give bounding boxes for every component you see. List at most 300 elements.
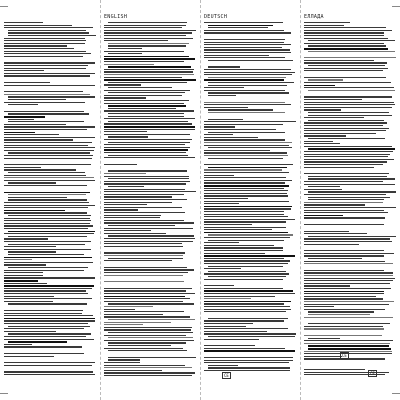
text-line <box>104 176 189 177</box>
text-line <box>308 176 387 177</box>
text-line <box>304 231 349 232</box>
text-line <box>204 150 270 151</box>
text-line <box>104 290 186 291</box>
text-line <box>304 326 383 327</box>
text-line <box>208 95 236 96</box>
text-line <box>204 326 246 327</box>
text-line <box>308 311 374 312</box>
text-line <box>308 186 340 187</box>
text-line <box>204 237 290 238</box>
text-line <box>108 142 190 143</box>
text-line <box>304 317 393 318</box>
text-line <box>108 155 188 156</box>
text-line <box>308 120 384 121</box>
text-line <box>4 270 84 271</box>
text-line <box>304 194 386 195</box>
text-line <box>304 68 388 69</box>
text-line <box>104 238 195 239</box>
text-line <box>204 331 267 332</box>
text-line <box>108 66 191 68</box>
text-line <box>104 74 194 75</box>
text-line <box>4 331 56 332</box>
text-line <box>204 188 284 189</box>
text-line <box>204 298 251 299</box>
text-line <box>204 255 295 257</box>
text-line <box>208 234 293 235</box>
text-line <box>208 92 289 93</box>
text-line <box>108 332 193 333</box>
text-line <box>4 205 95 206</box>
text-line <box>104 375 192 376</box>
text-line <box>8 341 67 343</box>
text-line <box>8 35 96 36</box>
text-line <box>204 55 269 56</box>
text-line <box>108 53 142 54</box>
text-line <box>304 77 386 78</box>
text-line <box>8 267 88 268</box>
text-line <box>208 365 238 366</box>
text-line <box>4 139 73 140</box>
text-line <box>104 220 184 221</box>
text-line <box>8 99 66 100</box>
crop-mark <box>392 6 400 7</box>
text-line <box>304 135 346 136</box>
text-line <box>304 130 386 131</box>
text-line <box>108 235 194 236</box>
text-line <box>104 38 193 39</box>
text-line <box>104 275 183 276</box>
text-line <box>208 266 283 267</box>
text-line <box>4 38 85 39</box>
text-line <box>208 240 284 241</box>
text-line <box>204 288 283 289</box>
text-line <box>104 152 186 153</box>
text-line <box>208 367 290 368</box>
text-line <box>204 142 292 143</box>
text-line <box>4 318 95 320</box>
text-line <box>4 56 83 57</box>
text-line <box>8 236 87 237</box>
text-line <box>104 324 143 325</box>
text-line <box>4 25 72 26</box>
text-line <box>108 303 194 304</box>
text-line <box>4 169 76 170</box>
text-line <box>4 124 66 125</box>
text-line <box>204 121 296 122</box>
text-line <box>304 291 384 293</box>
text-line <box>308 197 390 198</box>
text-line <box>4 371 93 372</box>
text-line <box>4 374 95 375</box>
text-line <box>204 177 286 178</box>
text-line <box>108 258 183 259</box>
text-line <box>4 323 88 324</box>
text-line <box>308 314 370 315</box>
text-line <box>204 357 293 358</box>
text-line <box>208 132 285 133</box>
text-line <box>104 301 183 302</box>
text-line <box>4 129 87 130</box>
text-line <box>108 22 187 23</box>
text-line <box>4 249 91 250</box>
text-line <box>104 84 141 85</box>
text-line <box>304 151 393 152</box>
text-line <box>204 333 296 334</box>
text-line <box>104 40 168 41</box>
text-line <box>304 275 393 276</box>
text-line <box>108 186 144 187</box>
text-line <box>208 109 273 110</box>
text-line <box>208 318 288 319</box>
text-line <box>104 118 195 119</box>
text-line <box>208 27 268 28</box>
text-line <box>204 52 291 53</box>
text-line <box>4 298 92 299</box>
text-line <box>4 310 83 311</box>
text-line <box>104 64 154 65</box>
text-line <box>104 207 182 208</box>
text-line <box>4 365 92 366</box>
text-line <box>104 35 186 36</box>
text-line <box>104 243 182 244</box>
text-line <box>4 241 91 242</box>
text-line <box>304 244 359 245</box>
text-line <box>4 212 87 213</box>
text-line <box>308 138 385 139</box>
text-line <box>4 336 86 337</box>
text-line <box>8 96 95 97</box>
text-line <box>304 87 394 88</box>
text-line <box>4 137 95 138</box>
text-line <box>204 87 244 88</box>
text-line <box>8 303 87 304</box>
text-line <box>304 161 387 162</box>
text-line <box>304 328 384 329</box>
text-line <box>208 77 286 78</box>
text-line <box>308 65 385 66</box>
text-line <box>4 262 93 263</box>
text-line <box>108 48 142 49</box>
text-line <box>104 164 137 165</box>
text-line <box>104 309 135 310</box>
text-line <box>4 134 59 135</box>
text-line <box>308 191 396 192</box>
crop-mark <box>0 6 8 7</box>
text-line <box>104 77 182 78</box>
text-line <box>4 126 95 127</box>
text-line <box>204 232 288 234</box>
text-line <box>304 122 387 123</box>
text-line <box>104 202 172 203</box>
text-line <box>104 134 190 135</box>
text-line <box>4 356 54 357</box>
text-line <box>4 257 92 259</box>
text-line <box>4 147 95 148</box>
text-line <box>304 233 367 234</box>
text-line <box>104 222 194 223</box>
text-line <box>108 319 195 320</box>
text-line <box>208 158 283 159</box>
text-line <box>4 102 85 103</box>
text-line <box>8 194 86 195</box>
text-line <box>8 254 84 255</box>
text-line <box>108 170 187 171</box>
text-line <box>104 199 187 200</box>
text-line <box>204 22 283 23</box>
text-line <box>304 283 390 284</box>
text-line <box>304 253 394 254</box>
text-line <box>104 61 184 62</box>
text-line <box>104 110 194 111</box>
text-line <box>104 365 185 366</box>
text-line <box>304 270 384 271</box>
text-line <box>4 290 86 291</box>
text-line <box>304 154 390 155</box>
text-line <box>4 27 93 28</box>
text-line <box>204 137 258 138</box>
ce-mark: CE <box>370 371 375 376</box>
text-line <box>204 242 239 243</box>
text-line <box>204 155 288 156</box>
text-line <box>208 112 285 113</box>
text-line <box>108 82 187 83</box>
text-line <box>4 277 95 278</box>
text-line <box>4 210 65 212</box>
text-line <box>104 181 190 182</box>
text-line <box>308 338 340 339</box>
text-line <box>204 47 282 48</box>
text-line <box>104 51 184 52</box>
text-line <box>8 30 86 31</box>
text-line <box>304 143 340 144</box>
text-line <box>304 117 364 118</box>
text-line <box>104 228 193 229</box>
text-line <box>308 323 390 324</box>
text-line <box>104 25 186 26</box>
text-line <box>304 104 395 105</box>
text-line <box>304 207 396 208</box>
text-line <box>204 69 291 70</box>
text-line <box>304 250 384 251</box>
text-line <box>104 327 192 328</box>
text-line <box>4 280 38 282</box>
text-line <box>104 217 160 218</box>
text-line <box>304 301 394 302</box>
text-line <box>104 103 184 104</box>
text-line <box>204 370 290 371</box>
text-line <box>204 206 292 208</box>
text-line <box>304 340 393 341</box>
text-line <box>104 340 194 341</box>
text-line <box>304 210 384 211</box>
text-line <box>4 132 35 134</box>
text-line <box>204 328 288 329</box>
text-line <box>304 22 350 23</box>
text-line <box>304 261 385 262</box>
text-line <box>104 126 195 128</box>
text-line <box>208 60 293 61</box>
text-line <box>8 231 95 233</box>
text-line <box>104 69 194 70</box>
text-line <box>204 193 287 194</box>
text-line <box>308 51 395 52</box>
column-text <box>104 22 196 378</box>
text-line <box>104 241 193 242</box>
text-line <box>204 320 284 321</box>
text-line <box>104 329 191 330</box>
text-line <box>104 306 153 307</box>
text-line <box>204 145 289 146</box>
text-line <box>104 131 147 132</box>
text-line <box>104 233 166 234</box>
text-line <box>304 356 342 357</box>
text-line <box>4 145 88 146</box>
text-line <box>8 172 85 173</box>
text-line <box>204 339 259 340</box>
text-line <box>208 66 240 67</box>
text-line <box>4 293 88 294</box>
text-line <box>204 30 284 31</box>
text-line <box>304 296 376 297</box>
text-line <box>304 238 390 239</box>
text-line <box>304 263 393 264</box>
text-line <box>104 157 195 158</box>
text-line <box>204 182 285 183</box>
text-line <box>204 124 283 125</box>
text-line <box>304 109 341 110</box>
text-line <box>208 167 287 169</box>
text-line <box>108 108 176 109</box>
column-3 <box>200 0 300 400</box>
text-line <box>304 255 384 256</box>
text-line <box>8 182 56 183</box>
text-line <box>204 296 275 297</box>
text-line <box>4 70 44 71</box>
text-line <box>4 68 86 69</box>
text-line <box>304 335 382 336</box>
text-line <box>104 56 189 58</box>
text-line <box>308 345 389 347</box>
text-line <box>4 346 82 347</box>
text-line <box>4 158 92 159</box>
text-line <box>304 212 388 213</box>
text-line <box>304 146 392 147</box>
text-line <box>208 276 286 277</box>
text-line <box>304 43 384 44</box>
text-line <box>204 201 289 202</box>
text-line <box>304 285 350 286</box>
text-line <box>204 39 285 40</box>
text-line <box>104 322 171 323</box>
text-line <box>4 301 53 302</box>
text-line <box>204 306 290 307</box>
text-line <box>304 125 383 126</box>
text-line <box>104 191 196 192</box>
text-line <box>4 82 50 83</box>
text-line <box>204 211 284 212</box>
text-line <box>204 345 255 346</box>
column-text <box>304 22 396 378</box>
text-line <box>104 372 195 373</box>
text-line <box>304 217 385 218</box>
text-line <box>104 90 190 91</box>
text-line <box>308 79 343 80</box>
text-line <box>108 113 184 114</box>
text-line <box>308 348 391 350</box>
text-line <box>4 283 47 284</box>
text-line <box>204 44 291 45</box>
text-line <box>204 74 292 75</box>
text-line <box>204 79 284 81</box>
column-text <box>204 22 296 378</box>
text-line <box>208 147 292 148</box>
text-line <box>108 105 186 107</box>
text-line <box>308 178 395 179</box>
text-line <box>4 73 95 74</box>
text-line <box>304 189 342 190</box>
text-line <box>108 178 189 179</box>
text-line <box>204 303 284 304</box>
text-line <box>104 269 194 270</box>
text-line <box>304 309 385 310</box>
text-line <box>204 219 295 220</box>
text-line <box>304 107 392 108</box>
text-line <box>204 245 274 246</box>
text-line <box>304 215 343 217</box>
text-line <box>4 91 83 92</box>
text-line <box>4 22 43 23</box>
text-line <box>204 285 234 286</box>
text-line <box>104 183 186 184</box>
text-line <box>4 220 91 221</box>
text-line <box>4 155 93 156</box>
text-line <box>4 45 67 46</box>
text-line <box>4 285 94 287</box>
text-line <box>104 311 184 312</box>
text-line <box>304 304 389 305</box>
text-line <box>204 227 286 228</box>
text-line <box>4 150 94 151</box>
text-line <box>4 344 32 345</box>
text-line <box>304 133 376 134</box>
text-line <box>104 209 138 210</box>
text-line <box>4 53 91 54</box>
text-line <box>204 279 283 280</box>
text-line <box>104 252 185 253</box>
text-line <box>204 311 286 312</box>
text-line <box>204 198 248 199</box>
text-line <box>104 335 186 336</box>
text-line <box>204 290 293 292</box>
text-line <box>204 348 285 349</box>
text-line <box>4 85 95 86</box>
text-line <box>4 315 93 316</box>
text-line <box>204 190 288 191</box>
text-line <box>4 51 86 52</box>
text-line <box>304 159 394 160</box>
text-line <box>204 229 272 230</box>
text-line <box>204 203 239 204</box>
text-line <box>4 116 45 118</box>
text-line <box>108 87 172 88</box>
text-line <box>104 255 183 256</box>
text-line <box>4 339 94 340</box>
text-line <box>104 246 183 247</box>
text-line <box>104 215 161 216</box>
text-line <box>4 111 84 112</box>
column-text <box>4 22 96 378</box>
text-line <box>4 142 92 143</box>
